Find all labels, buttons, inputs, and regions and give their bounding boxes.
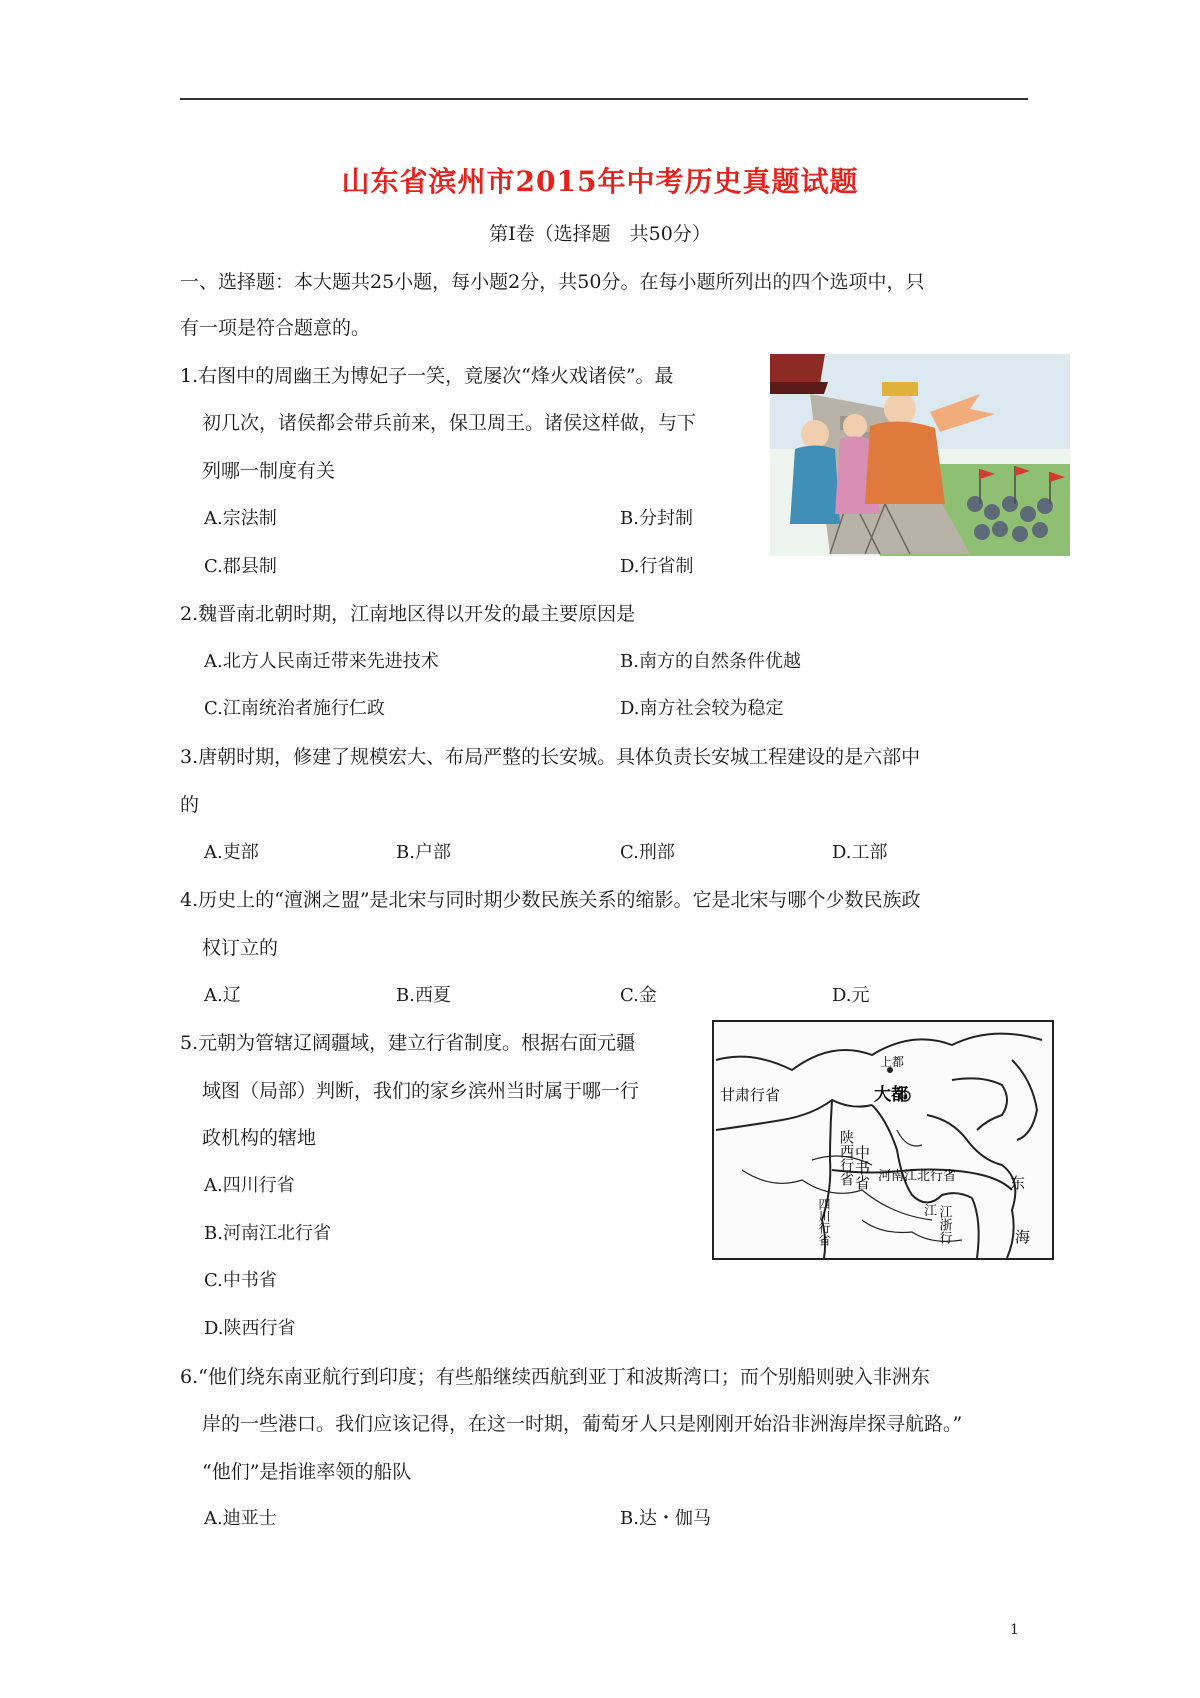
question-5-text: 5.元朝为管辖辽阔疆域，建立行省制度。根据右面元疆 xyxy=(180,1032,636,1054)
question-5-option-a[interactable]: A.四川行省 xyxy=(204,1175,295,1196)
question-6-text: 6.“他们绕东南亚航行到印度；有些船继续西航到亚丁和波斯湾口；而个别船则驶入非洲东 xyxy=(180,1366,930,1388)
question-2-option-a[interactable]: A.北方人民南迁带来先进技术 xyxy=(204,651,439,672)
question-3-option-c[interactable]: C.刑部 xyxy=(620,842,675,863)
question-4-text: 权订立的 xyxy=(202,937,279,959)
yuan-territory-map xyxy=(712,1020,1054,1260)
question-1-option-b[interactable]: B.分封制 xyxy=(620,508,693,529)
question-1-text: 初几次，诸侯都会带兵前来，保卫周王。诸侯这样做，与下 xyxy=(202,412,697,434)
question-2-option-d[interactable]: D.南方社会较为稳定 xyxy=(620,698,784,719)
question-1-text: 列哪一制度有关 xyxy=(202,460,336,482)
map-label-henan: 河南江北行省 xyxy=(878,1169,957,1184)
map-label-sichuan: 四川行省 xyxy=(817,1198,831,1246)
question-1-option-d[interactable]: D.行省制 xyxy=(620,556,694,577)
map-label-shaanxi: 陕西行省 xyxy=(838,1130,854,1186)
page-title: 山东省滨州市2015年中考历史真题试题 xyxy=(341,165,859,198)
question-3-text: 的 xyxy=(180,794,200,816)
question-2-text: 2.魏晋南北朝时期，江南地区得以开发的最主要原因是 xyxy=(180,603,636,625)
section-instruction-line: 有一项是符合题意的。 xyxy=(180,317,371,339)
question-5-option-b[interactable]: B.河南江北行省 xyxy=(204,1223,331,1244)
question-3-option-d[interactable]: D.工部 xyxy=(832,842,888,863)
header-rule xyxy=(180,98,1028,100)
map-label-jiang: 江 xyxy=(924,1204,938,1219)
question-6-text: “他们”是指谁率领的船队 xyxy=(202,1461,412,1483)
question-3-option-b[interactable]: B.户部 xyxy=(396,842,451,863)
question-5-text: 政机构的辖地 xyxy=(202,1127,317,1149)
section-subtitle: 第Ⅰ卷（选择题 共50分） xyxy=(489,223,711,245)
question-1-option-c[interactable]: C.郡县制 xyxy=(204,556,277,577)
map-label-gansu: 甘肃行省 xyxy=(720,1086,781,1104)
map-label-jiangzhe: 江浙行 xyxy=(936,1205,952,1244)
map-label-dadu: 大都 xyxy=(874,1085,908,1105)
map-label-hai: 海 xyxy=(1015,1228,1031,1246)
beacon-fire-illustration xyxy=(770,354,1070,556)
question-6-option-a[interactable]: A.迪亚士 xyxy=(204,1508,277,1529)
map-label-dong: 东 xyxy=(1010,1174,1026,1192)
question-5-option-c[interactable]: C.中书省 xyxy=(204,1270,277,1291)
question-5-option-d[interactable]: D.陕西行省 xyxy=(204,1318,296,1339)
question-6-option-b[interactable]: B.达・伽马 xyxy=(620,1508,711,1529)
map-label-shangdu: 上都 xyxy=(880,1055,905,1069)
question-2-option-b[interactable]: B.南方的自然条件优越 xyxy=(620,651,801,672)
question-4-option-b[interactable]: B.西夏 xyxy=(396,985,451,1006)
question-1-text: 1.右图中的周幽王为博妃子一笑，竟屡次“烽火戏诸侯”。最 xyxy=(180,365,674,387)
question-6-text: 岸的一些港口。我们应该记得，在这一时期，葡萄牙人只是刚刚开始沿非洲海岸探寻航路。” xyxy=(202,1413,963,1435)
question-4-text: 4.历史上的“澶渊之盟”是北宋与同时期少数民族关系的缩影。它是北宋与哪个少数民族政 xyxy=(180,889,921,911)
question-5-text: 域图（局部）判断，我们的家乡滨州当时属于哪一行 xyxy=(202,1080,640,1102)
section-instruction-line: 一、选择题：本大题共25小题，每小题2分，共50分。在每小题所列出的四个选项中，只 xyxy=(180,271,925,293)
question-4-option-d[interactable]: D.元 xyxy=(832,985,870,1006)
question-4-option-a[interactable]: A.辽 xyxy=(204,985,241,1006)
page-number: 1 xyxy=(1010,1622,1019,1638)
question-1-option-a[interactable]: A.宗法制 xyxy=(204,508,277,529)
question-3-option-a[interactable]: A.吏部 xyxy=(204,842,259,863)
question-2-option-c[interactable]: C.江南统治者施行仁政 xyxy=(204,698,385,719)
map-label-zhongshu: 中书省 xyxy=(853,1145,871,1190)
question-3-text: 3.唐朝时期，修建了规模宏大、布局严整的长安城。具体负责长安城工程建设的是六部中 xyxy=(180,746,921,768)
question-4-option-c[interactable]: C.金 xyxy=(620,985,657,1006)
